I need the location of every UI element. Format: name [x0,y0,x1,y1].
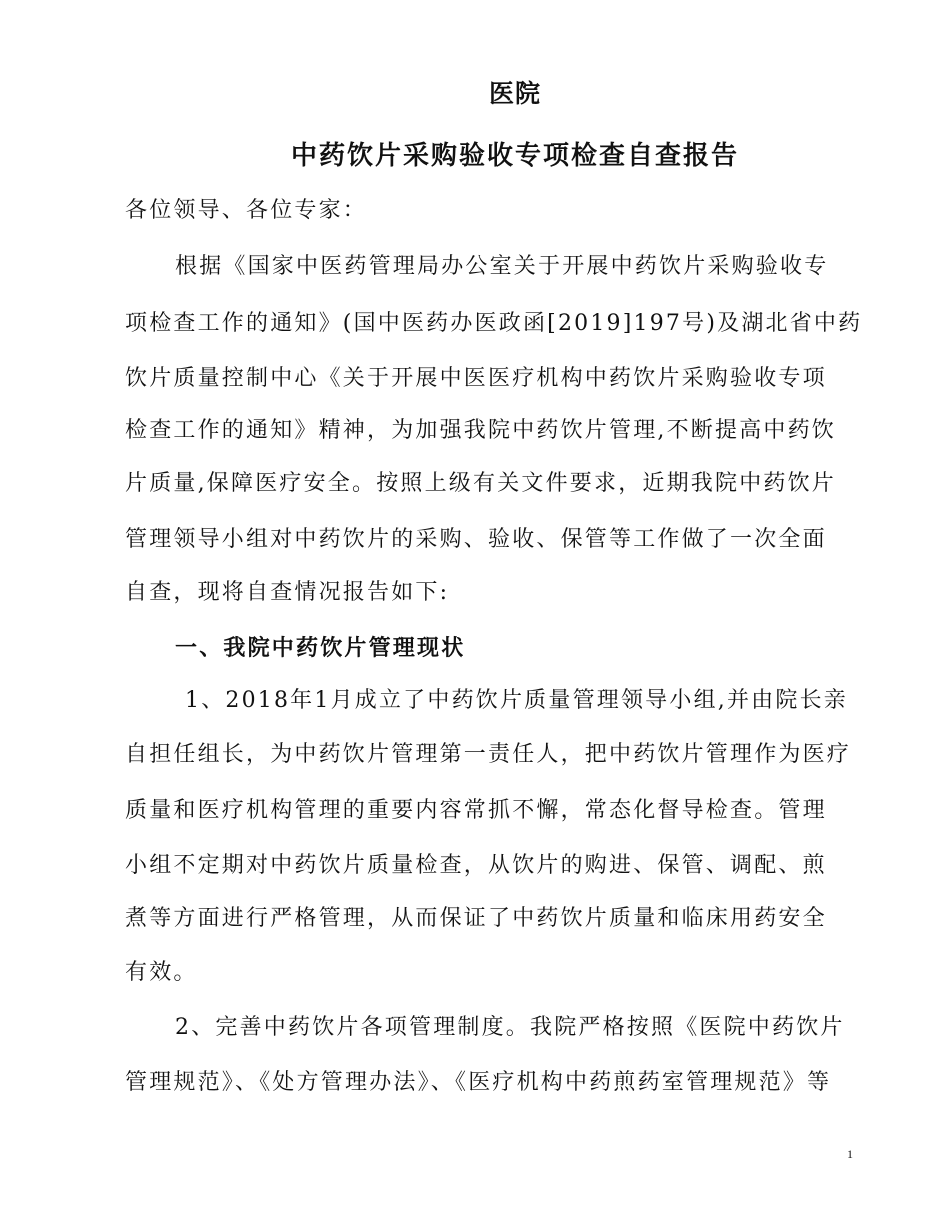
paragraph-line: 检查工作的通知》精神，为加强我院中药饮片管理,不断提高中药饮 [125,418,836,443]
paragraph-line: 1、2018年1月成立了中药饮片质量管理领导小组,并由院长亲 [185,688,848,713]
report-title: 中药饮片采购验收专项检查自查报告 [290,141,739,171]
paragraph-line: 自担任组长，为中药饮片管理第一责任人，把中药饮片管理作为医疗 [125,742,852,767]
page-number: 1 [847,1147,853,1161]
paragraph-line: 管理规范》、《处方管理办法》、《医疗机构中药煎药室管理规范》等 [125,1070,832,1095]
paragraph-line: 煮等方面进行严格管理，从而保证了中药饮片质量和临床用药安全 [125,906,827,931]
paragraph-line: 管理领导小组对中药饮片的采购、验收、保管等工作做了一次全面 [125,527,827,552]
paragraph-line: 片质量,保障医疗安全。按照上级有关文件要求，近期我院中药饮片 [125,471,836,496]
paragraph-line: 饮片质量控制中心《关于开展中医医疗机构中药饮片采购验收专项 [125,366,827,391]
paragraph-line: 小组不定期对中药饮片质量检查，从饮片的购进、保管、调配、煎 [125,853,827,878]
paragraph-line: 项检查工作的通知》(国中医药办医政函[2019]197号)及湖北省中药 [125,311,863,336]
paragraph-line: 根据《国家中医药管理局办公室关于开展中药饮片采购验收专 [175,254,829,279]
paragraph-line: 2、完善中药饮片各项管理制度。我院严格按照《医院中药饮片 [175,1015,845,1040]
section-heading: 一、我院中药饮片管理现状 [175,635,466,661]
paragraph-line: 质量和医疗机构管理的重要内容常抓不懈，常态化督导检查。管理 [125,798,827,823]
paragraph-line: 有效。 [125,960,198,985]
hospital-heading: 医院 [488,79,541,108]
paragraph-line: 自查，现将自查情况报告如下: [125,580,450,605]
greeting: 各位领导、各位专家： [125,198,368,223]
